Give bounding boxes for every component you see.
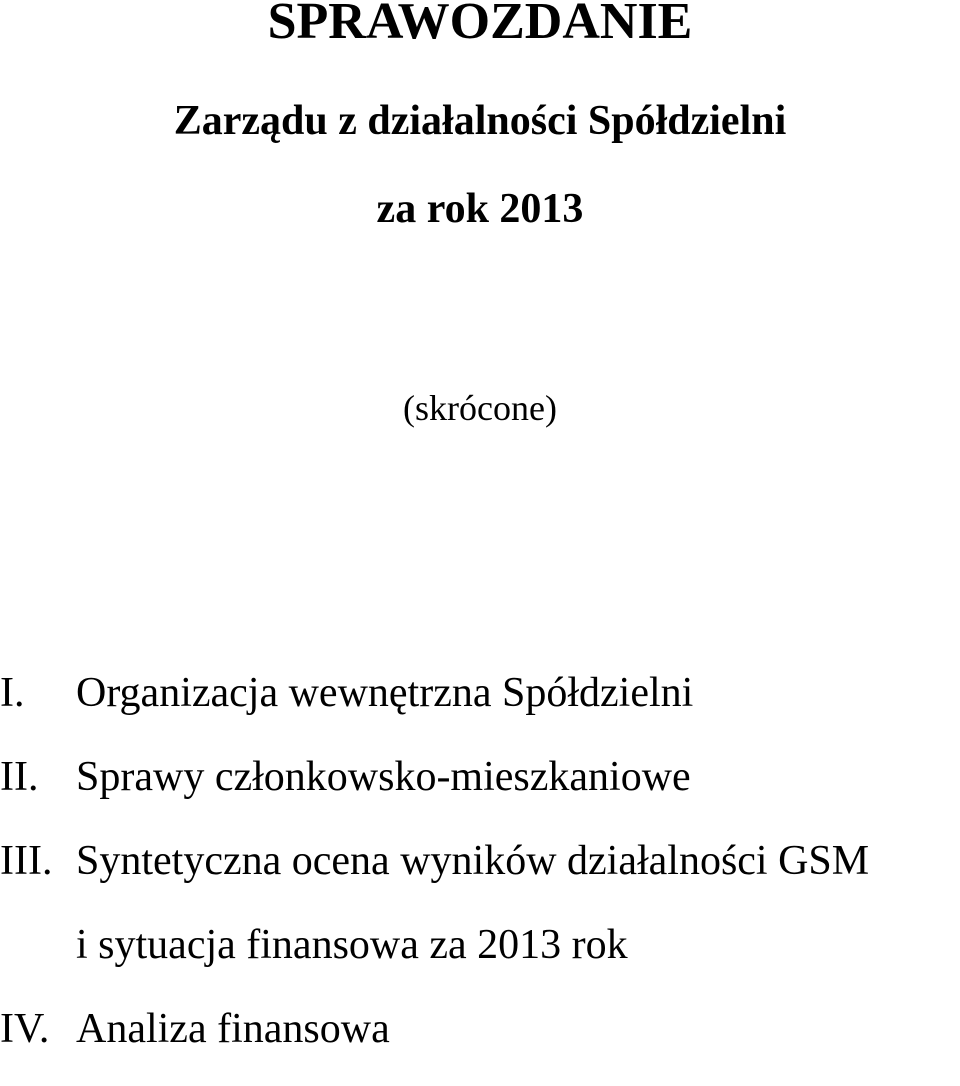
document-subtitle: Zarządu z działalności Spółdzielni <box>173 98 787 144</box>
toc-item-number: II. <box>0 754 39 800</box>
toc-item-number: IV. <box>0 1006 50 1052</box>
toc-item-4 <box>0 1002 960 1086</box>
toc-item-number: I. <box>0 670 25 716</box>
document-title: SPRAWOZDANIE <box>267 0 693 50</box>
toc-item-1 <box>0 666 960 750</box>
abridged-note: (skrócone) <box>403 388 557 428</box>
document-year: za rok 2013 <box>376 186 584 232</box>
table-of-contents <box>0 666 960 1086</box>
toc-item-2 <box>0 750 960 834</box>
toc-item-text: Analiza finansowa <box>76 1006 390 1052</box>
toc-item-3 <box>0 834 960 1002</box>
toc-item-number: III. <box>0 838 53 884</box>
toc-item-text: Syntetyczna ocena wyników działalności GSM <box>76 838 870 884</box>
toc-item-continuation: i sytuacja finansowa za 2013 rok <box>76 922 628 968</box>
toc-item-text: Organizacja wewnętrzna Spółdzielni <box>76 670 694 716</box>
toc-item-text: Sprawy członkowsko-mieszkaniowe <box>76 754 691 800</box>
